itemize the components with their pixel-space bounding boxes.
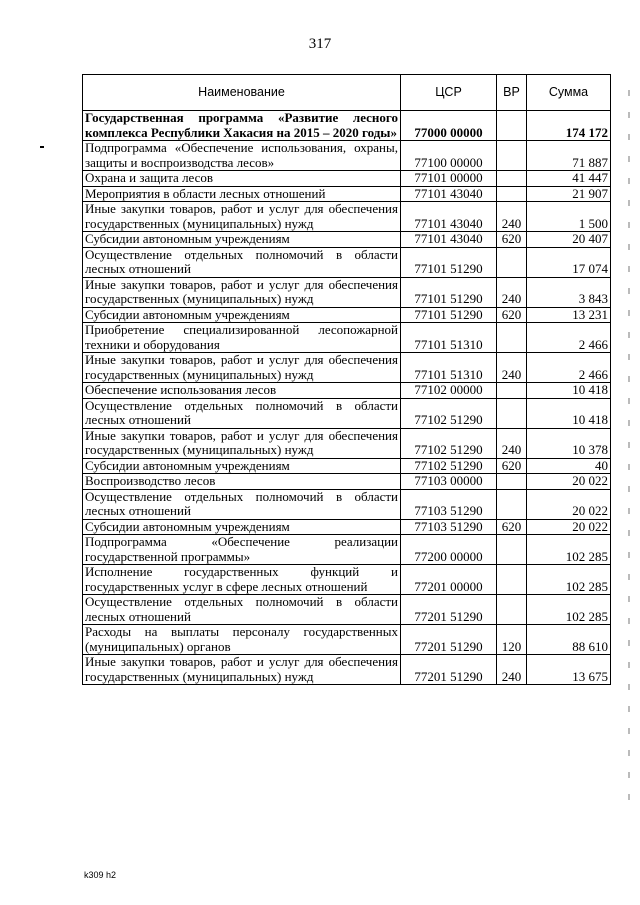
cell-name: Государственная программа «Развитие лесного комплекса Республики Хакасия на 2015 – 2020 годы» [83, 111, 401, 141]
cell-csr: 77101 43040 [401, 186, 497, 202]
cell-name: Подпрограмма «Обеспечение реализации государственной программы» [83, 535, 401, 565]
cell-sum: 10 418 [527, 383, 611, 399]
cell-name: Мероприятия в области лесных отношений [83, 186, 401, 202]
table-row [83, 489, 611, 519]
cell-sum: 13 231 [527, 307, 611, 323]
cell-csr: 77100 00000 [401, 141, 497, 171]
table-row [83, 277, 611, 307]
cell-name: Осуществление отдельных полномочий в области лесных отношений [83, 489, 401, 519]
cell-csr: 77201 51290 [401, 655, 497, 685]
table-row [83, 307, 611, 323]
cell-name: Осуществление отдельных полномочий в области лесных отношений [83, 247, 401, 277]
cell-csr: 77101 51290 [401, 247, 497, 277]
cell-sum: 21 907 [527, 186, 611, 202]
cell-sum: 102 285 [527, 565, 611, 595]
cell-sum: 41 447 [527, 171, 611, 187]
cell-csr: 77103 51290 [401, 489, 497, 519]
cell-vr [497, 141, 527, 171]
cell-csr: 77201 51290 [401, 595, 497, 625]
table-body [83, 111, 611, 685]
cell-sum: 2 466 [527, 323, 611, 353]
table-row [83, 519, 611, 535]
cell-vr: 240 [497, 655, 527, 685]
cell-name: Субсидии автономным учреждениям [83, 232, 401, 248]
cell-vr [497, 595, 527, 625]
cell-csr: 77103 51290 [401, 519, 497, 535]
cell-sum: 13 675 [527, 655, 611, 685]
cell-sum: 20 022 [527, 519, 611, 535]
cell-name: Подпрограмма «Обеспечение использования, охраны, защиты и воспроизводства лесов» [83, 141, 401, 171]
table-row [83, 535, 611, 565]
table-row [83, 186, 611, 202]
cell-vr: 620 [497, 232, 527, 248]
table-row [83, 428, 611, 458]
cell-name: Расходы на выплаты персоналу государственных (муниципальных) органов [83, 625, 401, 655]
cell-csr: 77101 00000 [401, 171, 497, 187]
cell-vr [497, 111, 527, 141]
table-row [83, 202, 611, 232]
cell-vr: 240 [497, 202, 527, 232]
table-row [83, 565, 611, 595]
scan-edge-marks [628, 90, 630, 810]
cell-csr: 77101 43040 [401, 232, 497, 248]
cell-name: Иные закупки товаров, работ и услуг для обеспечения государственных (муниципальных) нужд [83, 428, 401, 458]
cell-sum: 10 418 [527, 398, 611, 428]
table-row [83, 141, 611, 171]
cell-vr: 620 [497, 307, 527, 323]
cell-csr: 77201 51290 [401, 625, 497, 655]
cell-name: Иные закупки товаров, работ и услуг для обеспечения государственных (муниципальных) нужд [83, 202, 401, 232]
table-row [83, 353, 611, 383]
cell-vr: 620 [497, 458, 527, 474]
header-vr: ВР [497, 75, 527, 111]
cell-csr: 77101 43040 [401, 202, 497, 232]
cell-vr: 240 [497, 353, 527, 383]
cell-vr: 120 [497, 625, 527, 655]
cell-vr [497, 247, 527, 277]
cell-csr: 77000 00000 [401, 111, 497, 141]
table-row [83, 398, 611, 428]
cell-sum: 1 500 [527, 202, 611, 232]
cell-vr [497, 398, 527, 428]
table-header-row [83, 75, 611, 111]
cell-vr [497, 323, 527, 353]
cell-name: Осуществление отдельных полномочий в области лесных отношений [83, 398, 401, 428]
table-row [83, 232, 611, 248]
cell-sum: 174 172 [527, 111, 611, 141]
cell-name: Иные закупки товаров, работ и услуг для обеспечения государственных (муниципальных) нужд [83, 655, 401, 685]
cell-sum: 20 022 [527, 474, 611, 490]
page-number: 317 [308, 36, 332, 52]
cell-vr [497, 489, 527, 519]
table-row [83, 595, 611, 625]
cell-name: Обеспечение использования лесов [83, 383, 401, 399]
cell-name: Воспроизводство лесов [83, 474, 401, 490]
cell-name: Иные закупки товаров, работ и услуг для обеспечения государственных (муниципальных) нужд [83, 277, 401, 307]
cell-name: Охрана и защита лесов [83, 171, 401, 187]
cell-name: Приобретение специализированной лесопожарной техники и оборудования [83, 323, 401, 353]
cell-vr: 240 [497, 277, 527, 307]
table-row [83, 247, 611, 277]
table-row [83, 474, 611, 490]
margin-mark [40, 146, 44, 148]
header-name: Наименование [83, 75, 401, 111]
cell-name: Иные закупки товаров, работ и услуг для обеспечения государственных (муниципальных) нужд [83, 353, 401, 383]
cell-csr: 77102 51290 [401, 458, 497, 474]
cell-sum: 71 887 [527, 141, 611, 171]
cell-vr: 620 [497, 519, 527, 535]
cell-sum: 10 378 [527, 428, 611, 458]
cell-csr: 77101 51290 [401, 277, 497, 307]
cell-vr [497, 186, 527, 202]
cell-name: Осуществление отдельных полномочий в области лесных отношений [83, 595, 401, 625]
cell-vr [497, 565, 527, 595]
cell-vr: 240 [497, 428, 527, 458]
cell-sum: 17 074 [527, 247, 611, 277]
table-row [83, 383, 611, 399]
header-sum: Сумма [527, 75, 611, 111]
cell-vr [497, 171, 527, 187]
cell-csr: 77201 00000 [401, 565, 497, 595]
cell-vr [497, 383, 527, 399]
table-row [83, 171, 611, 187]
cell-name: Исполнение государственных функций и государственных услуг в сфере лесных отношений [83, 565, 401, 595]
cell-sum: 88 610 [527, 625, 611, 655]
cell-sum: 102 285 [527, 595, 611, 625]
cell-sum: 102 285 [527, 535, 611, 565]
table-row [83, 323, 611, 353]
cell-csr: 77102 51290 [401, 428, 497, 458]
cell-name: Субсидии автономным учреждениям [83, 519, 401, 535]
cell-csr: 77101 51310 [401, 353, 497, 383]
table-row [83, 458, 611, 474]
table-row [83, 625, 611, 655]
cell-sum: 20 407 [527, 232, 611, 248]
cell-csr: 77103 00000 [401, 474, 497, 490]
cell-sum: 40 [527, 458, 611, 474]
cell-csr: 77102 00000 [401, 383, 497, 399]
cell-csr: 77102 51290 [401, 398, 497, 428]
cell-vr [497, 535, 527, 565]
cell-sum: 2 466 [527, 353, 611, 383]
cell-csr: 77101 51310 [401, 323, 497, 353]
cell-vr [497, 474, 527, 490]
cell-csr: 77200 00000 [401, 535, 497, 565]
cell-name: Субсидии автономным учреждениям [83, 458, 401, 474]
header-csr: ЦСР [401, 75, 497, 111]
cell-sum: 20 022 [527, 489, 611, 519]
cell-sum: 3 843 [527, 277, 611, 307]
footer-code: k309 h2 [84, 870, 117, 880]
budget-table [82, 74, 611, 685]
cell-name: Субсидии автономным учреждениям [83, 307, 401, 323]
cell-csr: 77101 51290 [401, 307, 497, 323]
table-row [83, 111, 611, 141]
table-row [83, 655, 611, 685]
